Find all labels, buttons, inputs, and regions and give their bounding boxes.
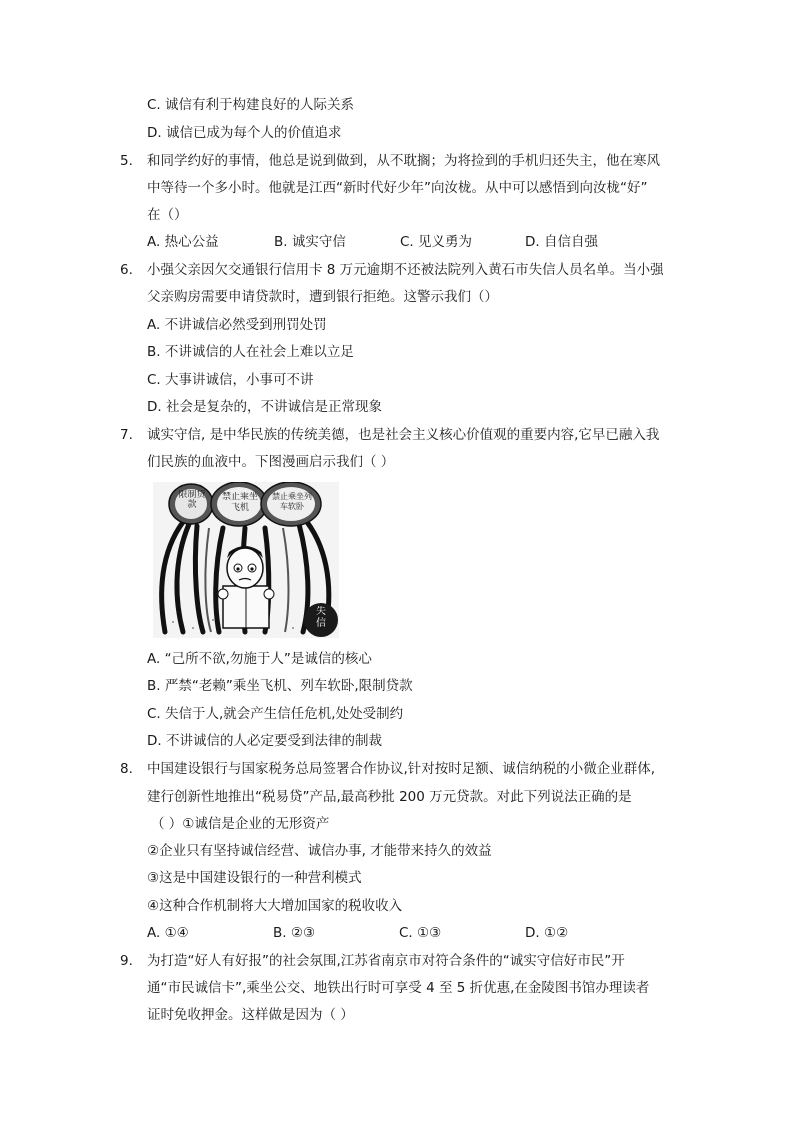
option-b: B. 诚实守信 bbox=[274, 234, 346, 250]
question-7-text-line: 们民族的血液中。下图漫画启示我们（ ） bbox=[147, 454, 395, 470]
option-d: D. 不讲诚信的人必定要受到法律的制裁 bbox=[147, 733, 382, 749]
option-d: D. 自信自强 bbox=[525, 234, 598, 250]
option-c: C. ①③ bbox=[399, 925, 442, 941]
question-9-text-line: 证时免收押金。这样做是因为（ ） bbox=[147, 1007, 354, 1023]
balloon-label-loan: 限制贷款 bbox=[178, 490, 206, 510]
option-b: B. 不讲诚信的人在社会上难以立足 bbox=[147, 344, 354, 360]
cartoon-illustration bbox=[153, 482, 339, 638]
question-5-number: 5. bbox=[120, 153, 133, 169]
option-c: C. 见义勇为 bbox=[400, 234, 473, 250]
question-5-text-line: 中等待一个多小时。他就是江西“新时代好少年”向汝栊。从中可以感悟到向汝栊“好” bbox=[147, 180, 648, 196]
question-8-text-line: 中国建设银行与国家税务总局签署合作协议,针对按时足额、诚信纳税的小微企业群体, bbox=[147, 761, 656, 777]
option-d: D. ①② bbox=[525, 925, 569, 941]
option-b: B. 严禁“老赖”乘坐飞机、列车软卧,限制贷款 bbox=[147, 678, 413, 694]
question-8-statement: ④这种合作机制将大大增加国家的税收收入 bbox=[147, 898, 403, 914]
option-b: B. ②③ bbox=[273, 925, 316, 941]
question-9-text-line: 为打造“好人有好报”的社会氛围,江苏省南京市对符合条件的“诚实守信好市民”开 bbox=[147, 953, 625, 969]
question-5-text-line: 和同学约好的事情，他总是说到做到，从不耽搁；为将捡到的手机归还失主，他在寒风 bbox=[147, 153, 660, 169]
question-6-text-line: 小强父亲因欠交通银行信用卡 8 万元逾期不还被法院列入黄石市失信人员名单。当小强 bbox=[147, 262, 664, 278]
question-7-number: 7. bbox=[120, 427, 133, 443]
option-c: C. 失信于人,就会产生信任危机,处处受制约 bbox=[147, 706, 404, 722]
question-8-statement: ③这是中国建设银行的一种营利模式 bbox=[147, 870, 362, 886]
option-a: A. ①④ bbox=[147, 925, 189, 941]
question-6-text-line: 父亲购房需要申请贷款时，遭到银行拒绝。这警示我们（） bbox=[147, 289, 498, 305]
option-a: A. 不讲诚信必然受到刑罚处罚 bbox=[147, 317, 327, 333]
question-8-statement: ②企业只有坚持诚信经营、诚信办事, 才能带来持久的效益 bbox=[147, 843, 492, 859]
question-8-text-line: （ ）①诚信是企业的无形资产 bbox=[151, 816, 330, 832]
prev-option-d: D. 诚信已成为每个人的价值追求 bbox=[147, 125, 342, 141]
question-7-text-line: 诚实守信, 是中华民族的传统美德，也是社会主义核心价值观的重要内容,它早已融入我 bbox=[147, 427, 660, 443]
question-5-options bbox=[147, 233, 667, 251]
question-9-text-line: 通“市民诚信卡”,乘坐公交、地铁出行时可享受 4 至 5 折优惠,在金陵图书馆办理读者 bbox=[147, 980, 650, 996]
balloon-label-train: 禁止乘坐列车软卧 bbox=[272, 492, 312, 511]
question-5-text-line: 在（） bbox=[147, 207, 188, 223]
prev-option-c: C. 诚信有利于构建良好的人际关系 bbox=[147, 97, 355, 113]
question-8-text-line: 建行创新性地推出“税易贷”产品,最高秒批 200 万元贷款。对此下列说法正确的是 bbox=[147, 789, 632, 805]
option-d: D. 社会是复杂的，不讲诚信是正常现象 bbox=[147, 399, 382, 415]
option-a: A. “己所不欲,勿施于人”是诚信的核心 bbox=[147, 651, 372, 667]
option-a: A. 热心公益 bbox=[147, 234, 219, 250]
question-6-number: 6. bbox=[120, 262, 133, 278]
badge-label-dishonesty: 失信 bbox=[316, 606, 326, 629]
question-8-number: 8. bbox=[120, 761, 133, 777]
question-8-options bbox=[147, 924, 667, 942]
option-c: C. 大事讲诚信，小事可不讲 bbox=[147, 372, 314, 388]
balloon-label-plane: 禁止乘坐飞机 bbox=[221, 492, 258, 513]
question-9-number: 9. bbox=[120, 953, 133, 969]
